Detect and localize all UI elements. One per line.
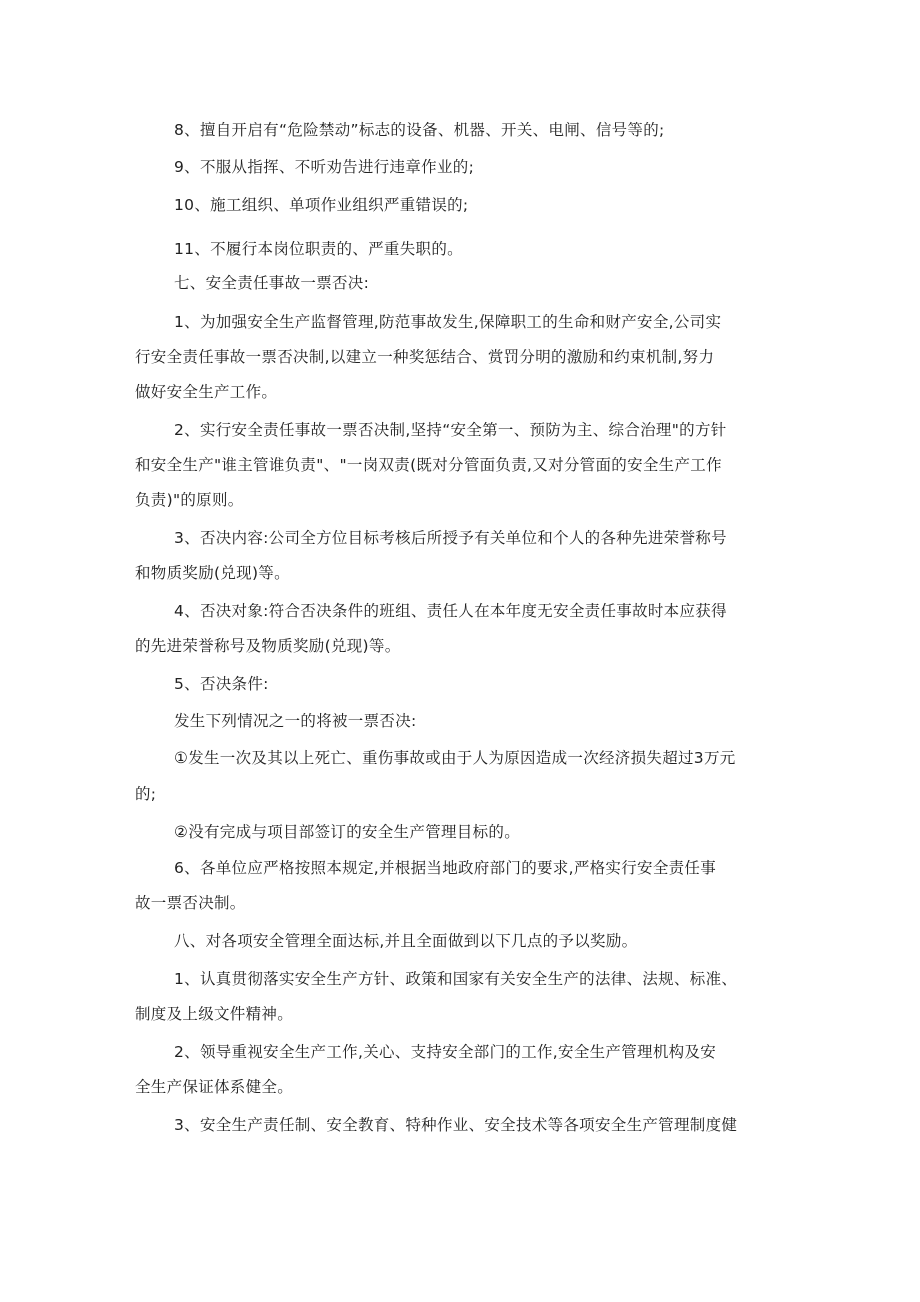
text-line: ①发生一次及其以上死亡、重伤事故或由于人为原因造成一次经济损失超过3万元 bbox=[174, 749, 736, 767]
text-line: 8、擅自开启有“危险禁动”标志的设备、机器、开关、电闸、信号等的; bbox=[174, 121, 665, 139]
text-line: 5、否决条件: bbox=[174, 675, 269, 693]
text-line: 1、认真贯彻落实安全生产方针、政策和国家有关安全生产的法律、法规、标准、 bbox=[174, 970, 738, 988]
text-line: 故一票否决制。 bbox=[135, 894, 246, 912]
text-line: 11、不履行本岗位职责的、严重失职的。 bbox=[174, 240, 463, 258]
text-line: 负责)"的原则。 bbox=[135, 491, 244, 509]
text-line: 发生下列情况之一的将被一票否决: bbox=[174, 712, 417, 730]
text-line: 9、不服从指挥、不听劝告进行违章作业的; bbox=[174, 158, 475, 176]
section-heading: 七、安全责任事故一票否决: bbox=[174, 274, 370, 292]
text-line: 行安全责任事故一票否决制,以建立一种奖惩结合、赏罚分明的激励和约束机制,努力 bbox=[135, 348, 715, 366]
text-line: 和物质奖励(兑现)等。 bbox=[135, 564, 290, 582]
text-line: 的; bbox=[135, 785, 157, 803]
text-line: 的先进荣誉称号及物质奖励(兑现)等。 bbox=[135, 637, 401, 655]
text-line: 制度及上级文件精神。 bbox=[135, 1005, 294, 1023]
text-line: 10、施工组织、单项作业组织严重错误的; bbox=[174, 196, 469, 214]
text-line: 2、实行安全责任事故一票否决制,坚持“安全第一、预防为主、综合治理"的方针 bbox=[174, 421, 727, 439]
section-heading: 八、对各项安全管理全面达标,并且全面做到以下几点的予以奖励。 bbox=[174, 932, 638, 950]
text-line: 6、各单位应严格按照本规定,并根据当地政府部门的要求,严格实行安全责任事 bbox=[174, 859, 717, 877]
text-line: 3、否决内容:公司全方位目标考核后所授予有关单位和个人的各种先进荣誉称号 bbox=[174, 529, 727, 547]
text-line: 4、否决对象:符合否决条件的班组、责任人在本年度无安全责任事故时本应获得 bbox=[174, 602, 727, 620]
text-line: 做好安全生产工作。 bbox=[135, 383, 278, 401]
text-line: 和安全生产"谁主管谁负责"、"一岗双责(既对分管面负责,又对分管面的安全生产工作 bbox=[135, 456, 722, 474]
text-line: 2、领导重视安全生产工作,关心、支持安全部门的工作,安全生产管理机构及安 bbox=[174, 1043, 717, 1061]
text-line: 全生产保证体系健全。 bbox=[135, 1078, 294, 1096]
text-line: 1、为加强安全生产监督管理,防范事故发生,保障职工的生命和财产安全,公司实 bbox=[174, 313, 722, 331]
text-line: 3、安全生产责任制、安全教育、特种作业、安全技术等各项安全生产管理制度健 bbox=[174, 1116, 738, 1134]
text-line: ②没有完成与项目部签订的安全生产管理目标的。 bbox=[174, 823, 520, 841]
